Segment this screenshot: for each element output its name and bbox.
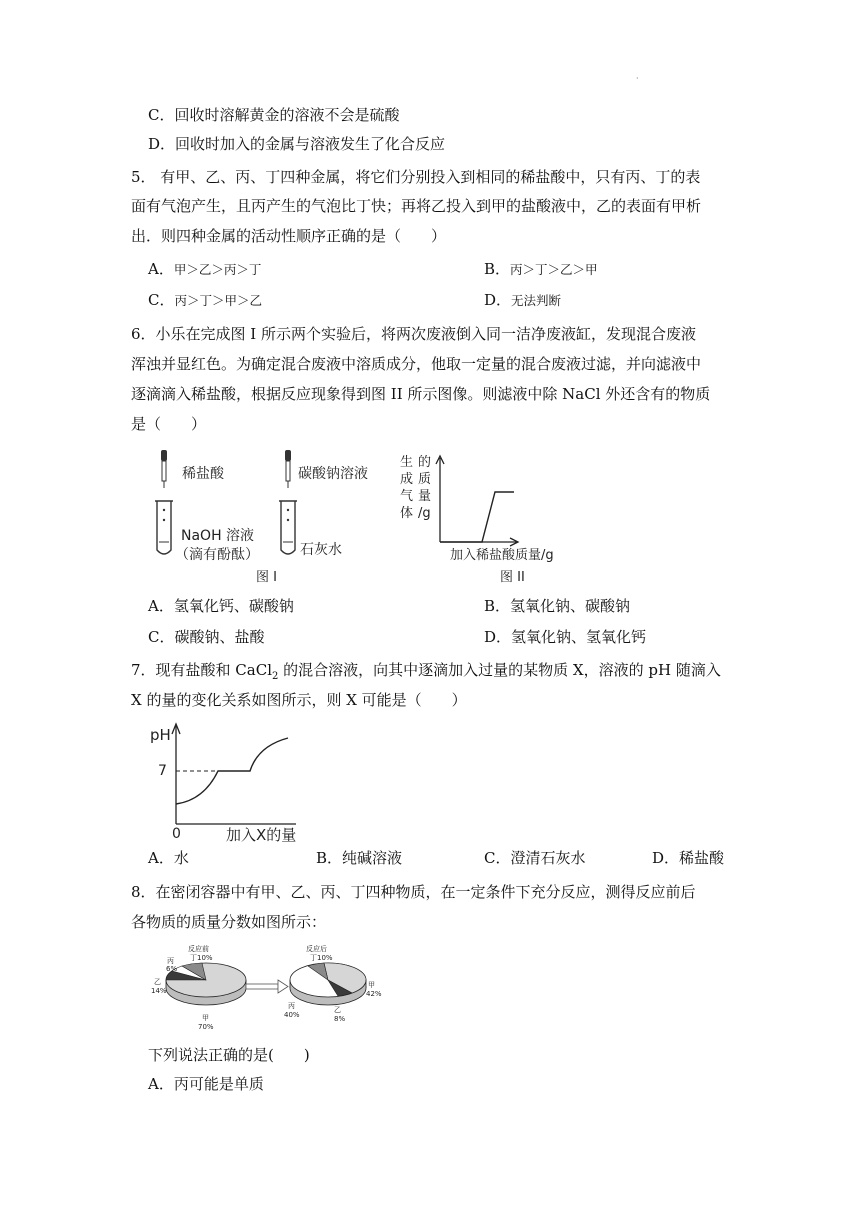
tube2-label: 石灰水 <box>300 542 342 558</box>
option-text: 氢氧化钙、碳酸钠 <box>173 597 294 615</box>
q4-option-d: D．回收时加入的金属与溶液发生了化合反应 <box>148 135 446 153</box>
q6-stem-line4: 是（ ） <box>131 415 207 433</box>
option-text: 无法判断 <box>511 293 562 308</box>
y-axis-label-char: /g <box>418 506 431 521</box>
q7-stem-part2: 的混合溶液，向其中逐滴加入过量的某物质 X，溶液的 pH 随滴入 <box>278 661 721 679</box>
page-mark: · <box>636 74 639 83</box>
y-axis-label-char: 的 <box>418 455 432 470</box>
q6-stem-line1: 6．小乐在完成图 I 所示两个实验后，将两次废液倒入同一洁净废液缸，发现混合废液 <box>131 325 697 343</box>
option-label: B． <box>484 260 511 278</box>
x-axis-label: 加入稀盐酸质量/g <box>450 548 554 563</box>
subscript: 2 <box>272 671 279 682</box>
option-text: 稀盐酸 <box>679 849 725 867</box>
option-text: 碳酸钠、盐酸 <box>174 628 265 646</box>
label-ding-before: 丁10% <box>190 954 213 962</box>
option-label: D． <box>652 849 680 867</box>
q4-option-c: C．回收时溶解黄金的溶液不会是硫酸 <box>148 106 400 124</box>
test-tube-icon <box>155 501 173 554</box>
q8-stem-line2: 各物质的质量分数如图所示： <box>131 913 327 931</box>
label-jia-before: 甲 <box>202 1014 209 1022</box>
option-text: 甲＞乙＞丙＞丁 <box>173 262 262 277</box>
option-label: C． <box>148 291 175 309</box>
option-text: 氢氧化钠、氢氧化钙 <box>511 628 647 646</box>
pie-before <box>166 963 246 1005</box>
option-label: C． <box>484 849 511 867</box>
before-title: 反应前 <box>188 945 209 953</box>
right-arrow-icon <box>246 980 288 993</box>
origin-label: 0 <box>172 826 181 842</box>
gas-curve <box>440 492 514 542</box>
q6-stem-line2: 浑浊并显红色。为确定混合废液中溶质成分，他取一定量的混合废液过滤，并向滤液中 <box>131 355 702 373</box>
after-title: 反应后 <box>306 945 327 953</box>
q6-figure-1 <box>148 444 398 586</box>
label-bing-after: 丙 <box>288 1002 295 1010</box>
pct-jia-before: 70% <box>198 1023 214 1031</box>
test-tube-icon <box>279 501 297 554</box>
q7-ph-graph <box>148 718 308 842</box>
tube1-label-line1: NaOH 溶液 <box>181 528 255 544</box>
option-label: A． <box>148 597 174 615</box>
q6-option-d <box>484 627 646 647</box>
q7-option-c <box>484 848 586 868</box>
option-label: A． <box>148 260 174 278</box>
y-axis-label-char: 质 <box>418 472 432 487</box>
option-text: 氢氧化钠、碳酸钠 <box>510 597 631 615</box>
option-text: 水 <box>173 849 189 867</box>
label-yi-after: 乙 <box>334 1006 341 1014</box>
q7-option-a <box>148 848 189 868</box>
q7-stem-line1 <box>131 660 721 687</box>
label-ding-after: 丁10% <box>310 954 333 962</box>
q5-option-c <box>148 290 262 311</box>
y-axis-label-char: 成 <box>400 472 414 487</box>
q6-figure-2 <box>396 452 554 588</box>
pie-after <box>290 963 366 1005</box>
y-axis-label-char: 气 <box>400 489 414 504</box>
figure-2-caption: 图 II <box>500 570 525 585</box>
q5-stem-line2: 面有气泡产生，且丙产生的气泡比丁快；再将乙投入到甲的盐酸液中，乙的表面有甲析 <box>131 197 702 215</box>
q7-stem-line2: X 的量的变化关系如图所示，则 X 可能是（ ） <box>131 691 467 709</box>
option-text: 纯碱溶液 <box>342 849 403 867</box>
option-label: D． <box>484 628 512 646</box>
q5-stem-line3: 出．则四种金属的活动性顺序正确的是（ ） <box>131 227 447 245</box>
option-text: 丙＞丁＞甲＞乙 <box>174 293 262 308</box>
y-tick-7: 7 <box>158 763 167 779</box>
pct-jia-after: 42% <box>366 990 382 998</box>
pct-bing-after: 40% <box>284 1011 300 1019</box>
x-axis-label: 加入X的量 <box>226 826 297 844</box>
q5-option-a <box>148 259 261 280</box>
q6-option-b <box>484 596 630 616</box>
option-text: 澄清石灰水 <box>510 849 586 867</box>
q7-stem-part1: 7．现有盐酸和 CaCl <box>131 661 273 679</box>
q5-stem-line1: 5． 有甲、乙、丙、丁四种金属，将它们分别投入到相同的稀盐酸中，只有丙、丁的表 <box>131 168 701 186</box>
label-bing-before: 丙 <box>167 957 174 965</box>
q8-stem-line1: 8．在密闭容器中有甲、乙、丙、丁四种物质，在一定条件下充分反应，测得反应前后 <box>131 883 696 901</box>
figure-1-caption: 图 I <box>256 570 277 585</box>
option-label: B． <box>316 849 343 867</box>
pct-yi-before: 14% <box>151 987 167 995</box>
tube1-label-line2: （滴有酚酞） <box>175 547 259 563</box>
dropper1-label: 稀盐酸 <box>182 466 224 482</box>
q5-option-d <box>484 290 561 311</box>
q6-option-c <box>148 627 265 647</box>
y-axis-label-char: 生 <box>400 455 414 470</box>
q8-pie-charts <box>148 940 388 1034</box>
option-label: A． <box>148 849 174 867</box>
q8-option-a: A．丙可能是单质 <box>148 1075 264 1093</box>
y-axis-label-char: 量 <box>418 489 432 504</box>
q6-stem-line3: 逐滴滴入稀盐酸，根据反应现象得到图 II 所示图像。则滤液中除 NaCl 外还含有的物质 <box>131 385 711 403</box>
q6-option-a <box>148 596 294 616</box>
option-label: D． <box>484 291 512 309</box>
dropper-icon <box>161 450 167 488</box>
q5-option-b <box>484 259 598 280</box>
y-axis-label: pH <box>150 726 171 744</box>
option-text: 丙＞丁＞乙＞甲 <box>510 262 598 277</box>
option-label: B． <box>484 597 511 615</box>
dropper-icon <box>285 450 291 488</box>
y-axis-label-char: 体 <box>400 506 414 521</box>
q8-prompt: 下列说法正确的是( ) <box>148 1046 310 1064</box>
pct-bing-before: 6% <box>166 965 178 973</box>
pct-yi-after: 8% <box>334 1015 346 1023</box>
label-jia-after: 甲 <box>368 981 375 989</box>
q7-option-b <box>316 848 402 868</box>
dropper2-label: 碳酸钠溶液 <box>298 466 368 482</box>
label-yi-before: 乙 <box>154 978 161 986</box>
option-label: C． <box>148 628 175 646</box>
q7-option-d <box>652 848 724 868</box>
